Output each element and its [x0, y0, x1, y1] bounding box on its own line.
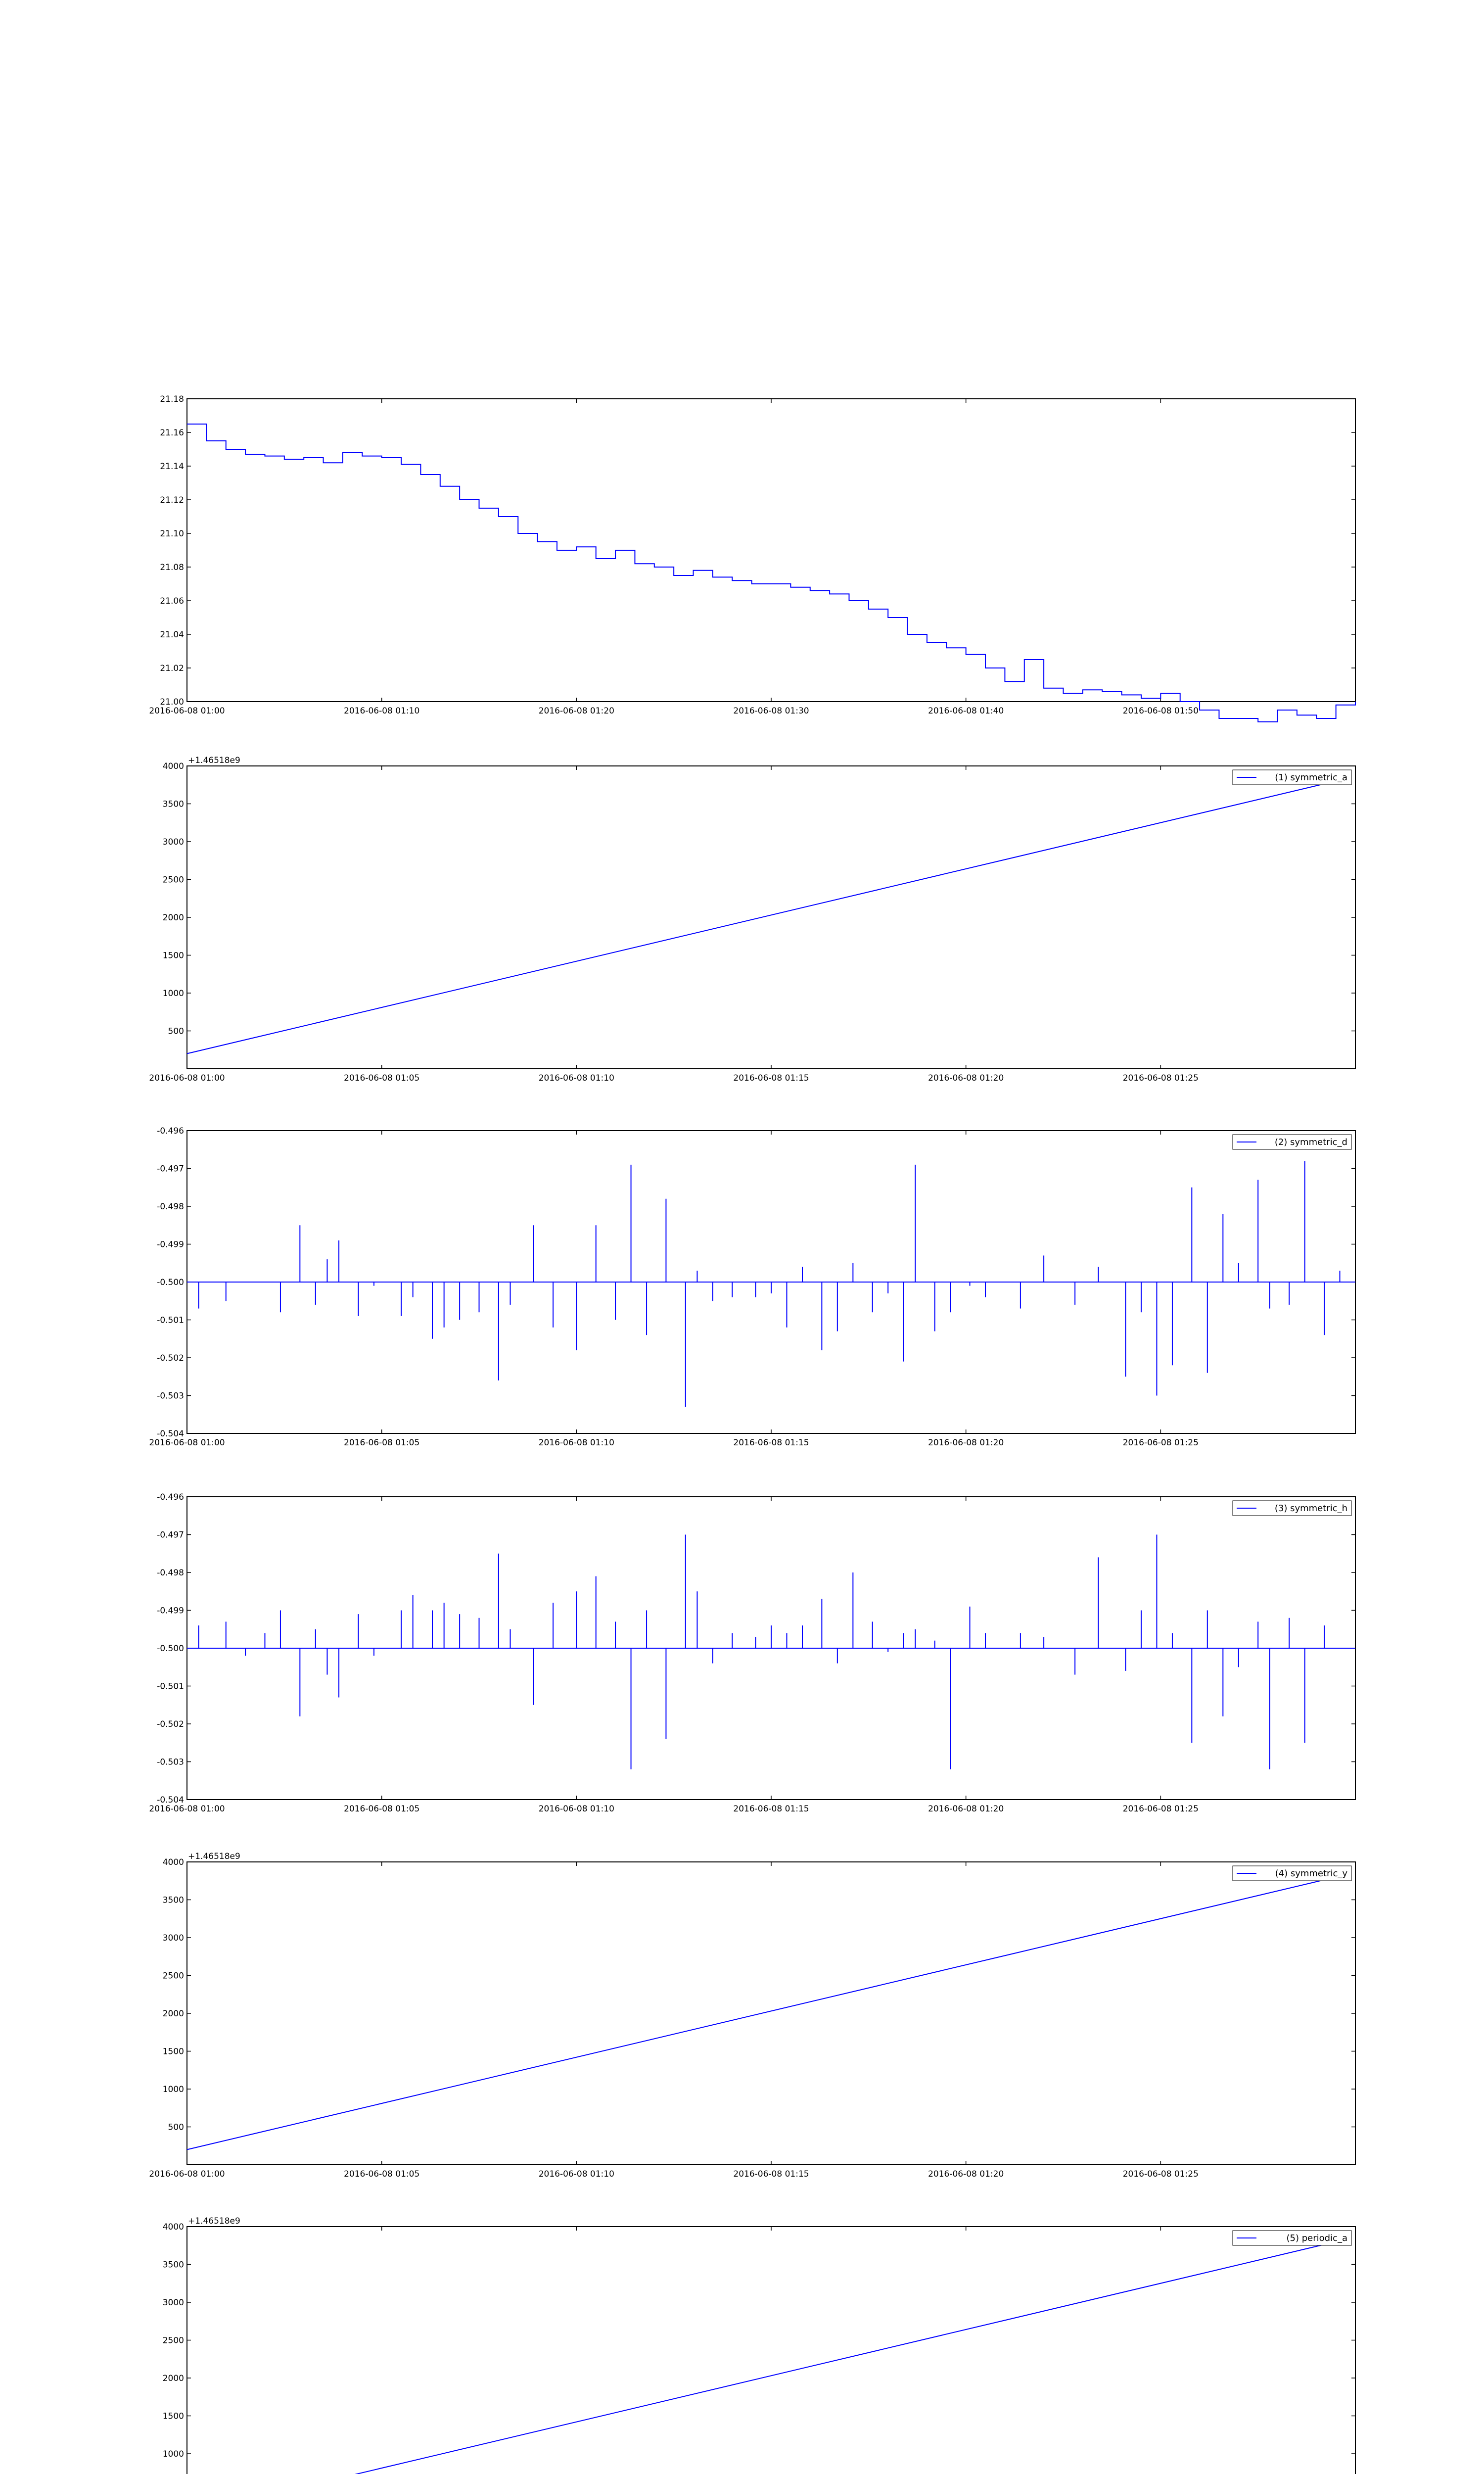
- chart-4: [149, 1492, 1355, 1814]
- y-tick-label: 3000: [162, 837, 184, 847]
- x-tick-label: 2016-06-08 01:10: [538, 1438, 614, 1448]
- y-tick-label: -0.500: [157, 1644, 184, 1654]
- y-tick-label: 4000: [162, 761, 184, 771]
- x-tick-label: 2016-06-08 01:15: [733, 1438, 809, 1448]
- chart-5: [149, 1852, 1355, 2179]
- series-line: [187, 1877, 1336, 2150]
- y-tick-label: -0.497: [157, 1530, 184, 1540]
- axes-frame: [187, 399, 1355, 702]
- y-tick-label: -0.496: [157, 1126, 184, 1136]
- legend-label: (2) symmetric_d: [1274, 1137, 1347, 1147]
- legend: [1233, 1135, 1351, 1149]
- x-tick-label: 2016-06-08 01:10: [538, 2169, 614, 2179]
- x-tick-label: 2016-06-08 01:00: [149, 706, 225, 716]
- legend: [1233, 2231, 1351, 2245]
- y-tick-label: 1500: [162, 2046, 184, 2057]
- y-tick-label: -0.500: [157, 1278, 184, 1287]
- y-tick-label: 4000: [162, 1857, 184, 1867]
- legend: [1233, 1501, 1351, 1516]
- x-tick-label: 2016-06-08 01:10: [538, 1804, 614, 1814]
- y-offset-label: +1.46518e9: [188, 2216, 240, 2226]
- x-tick-label: 2016-06-08 01:20: [538, 706, 614, 716]
- legend: [1233, 1866, 1351, 1881]
- y-tick-label: 1500: [162, 951, 184, 961]
- x-tick-label: 2016-06-08 01:10: [344, 706, 420, 716]
- chart-1: [149, 394, 1355, 722]
- y-tick-label: 21.16: [160, 428, 184, 438]
- x-tick-label: 2016-06-08 01:20: [928, 2169, 1004, 2179]
- series-line: [187, 2242, 1336, 2474]
- y-tick-label: -0.499: [157, 1239, 184, 1250]
- x-tick-label: 2016-06-08 01:20: [928, 1438, 1004, 1448]
- y-tick-label: 21.08: [160, 563, 184, 572]
- x-tick-label: 2016-06-08 01:05: [344, 1438, 420, 1448]
- y-tick-label: 500: [168, 2122, 184, 2133]
- y-tick-label: -0.498: [157, 1202, 184, 1212]
- legend-label: (5) periodic_a: [1286, 2233, 1347, 2243]
- legend-label: (1) symmetric_a: [1275, 772, 1347, 783]
- series-line: [187, 781, 1336, 1054]
- y-tick-label: -0.504: [157, 1795, 184, 1805]
- y-tick-label: 21.12: [160, 495, 184, 505]
- x-tick-label: 2016-06-08 01:20: [928, 1073, 1004, 1083]
- x-tick-label: 2016-06-08 01:00: [149, 2169, 225, 2179]
- legend-label: (3) symmetric_h: [1274, 1503, 1347, 1514]
- y-tick-label: -0.502: [157, 1353, 184, 1363]
- y-tick-label: 1500: [162, 2411, 184, 2422]
- x-tick-label: 2016-06-08 01:20: [928, 1804, 1004, 1814]
- x-tick-label: 2016-06-08 01:25: [1122, 1438, 1199, 1448]
- y-tick-label: -0.501: [157, 1681, 184, 1692]
- y-tick-label: 2000: [162, 2374, 184, 2383]
- y-tick-label: 3500: [162, 2260, 184, 2270]
- chart-3: [149, 1126, 1355, 1448]
- legend: [1233, 770, 1351, 785]
- y-tick-label: 1000: [162, 2085, 184, 2094]
- x-tick-label: 2016-06-08 01:50: [1122, 706, 1199, 716]
- y-tick-label: -0.503: [157, 1757, 184, 1767]
- y-tick-label: 3500: [162, 799, 184, 809]
- y-tick-label: -0.502: [157, 1719, 184, 1729]
- y-tick-label: -0.498: [157, 1568, 184, 1578]
- y-tick-label: -0.504: [157, 1429, 184, 1439]
- x-tick-label: 2016-06-08 01:05: [344, 1804, 420, 1814]
- y-tick-label: 2500: [162, 2335, 184, 2346]
- y-tick-label: 21.02: [160, 664, 184, 673]
- y-tick-label: -0.501: [157, 1315, 184, 1326]
- x-tick-label: 2016-06-08 01:00: [149, 1073, 225, 1083]
- y-tick-label: -0.499: [157, 1606, 184, 1616]
- x-tick-label: 2016-06-08 01:15: [733, 1804, 809, 1814]
- x-tick-label: 2016-06-08 01:15: [733, 1073, 809, 1083]
- chart-2: [149, 756, 1355, 1083]
- x-tick-label: 2016-06-08 01:00: [149, 1804, 225, 1814]
- y-tick-label: 3000: [162, 2298, 184, 2308]
- axes-frame: [187, 1862, 1355, 2165]
- axes-frame: [187, 766, 1355, 1069]
- x-tick-label: 2016-06-08 01:05: [344, 2169, 420, 2179]
- series-line: [187, 424, 1355, 722]
- x-tick-label: 2016-06-08 01:25: [1122, 2169, 1199, 2179]
- y-tick-label: 1000: [162, 2449, 184, 2459]
- x-tick-label: 2016-06-08 01:00: [149, 1438, 225, 1448]
- y-tick-label: 3500: [162, 1895, 184, 1905]
- y-tick-label: 2500: [162, 875, 184, 885]
- y-offset-label: +1.46518e9: [188, 1852, 240, 1861]
- y-tick-label: 21.14: [160, 462, 184, 472]
- y-tick-label: -0.496: [157, 1492, 184, 1502]
- y-tick-label: 2000: [162, 2009, 184, 2019]
- x-tick-label: 2016-06-08 01:25: [1122, 1804, 1199, 1814]
- y-tick-label: 21.04: [160, 630, 184, 640]
- x-tick-label: 2016-06-08 01:30: [733, 706, 809, 716]
- x-tick-label: 2016-06-08 01:05: [344, 1073, 420, 1083]
- y-tick-label: 1000: [162, 989, 184, 999]
- y-tick-label: 21.18: [160, 394, 184, 404]
- y-tick-label: -0.503: [157, 1391, 184, 1401]
- x-tick-label: 2016-06-08 01:25: [1122, 1073, 1199, 1083]
- y-tick-label: 3000: [162, 1933, 184, 1943]
- x-tick-label: 2016-06-08 01:15: [733, 2169, 809, 2179]
- chart-6: [149, 2216, 1355, 2474]
- y-tick-label: 21.00: [160, 697, 184, 707]
- y-tick-label: 21.10: [160, 529, 184, 539]
- y-tick-label: 4000: [162, 2222, 184, 2232]
- y-tick-label: 21.06: [160, 596, 184, 606]
- axes-frame: [187, 2227, 1355, 2474]
- y-tick-label: 2500: [162, 1971, 184, 1981]
- y-tick-label: -0.497: [157, 1164, 184, 1174]
- y-tick-label: 2000: [162, 913, 184, 923]
- y-tick-label: 500: [168, 1026, 184, 1037]
- x-tick-label: 2016-06-08 01:40: [928, 706, 1004, 716]
- y-offset-label: +1.46518e9: [188, 756, 240, 765]
- x-tick-label: 2016-06-08 01:10: [538, 1073, 614, 1083]
- legend-label: (4) symmetric_y: [1275, 1868, 1347, 1879]
